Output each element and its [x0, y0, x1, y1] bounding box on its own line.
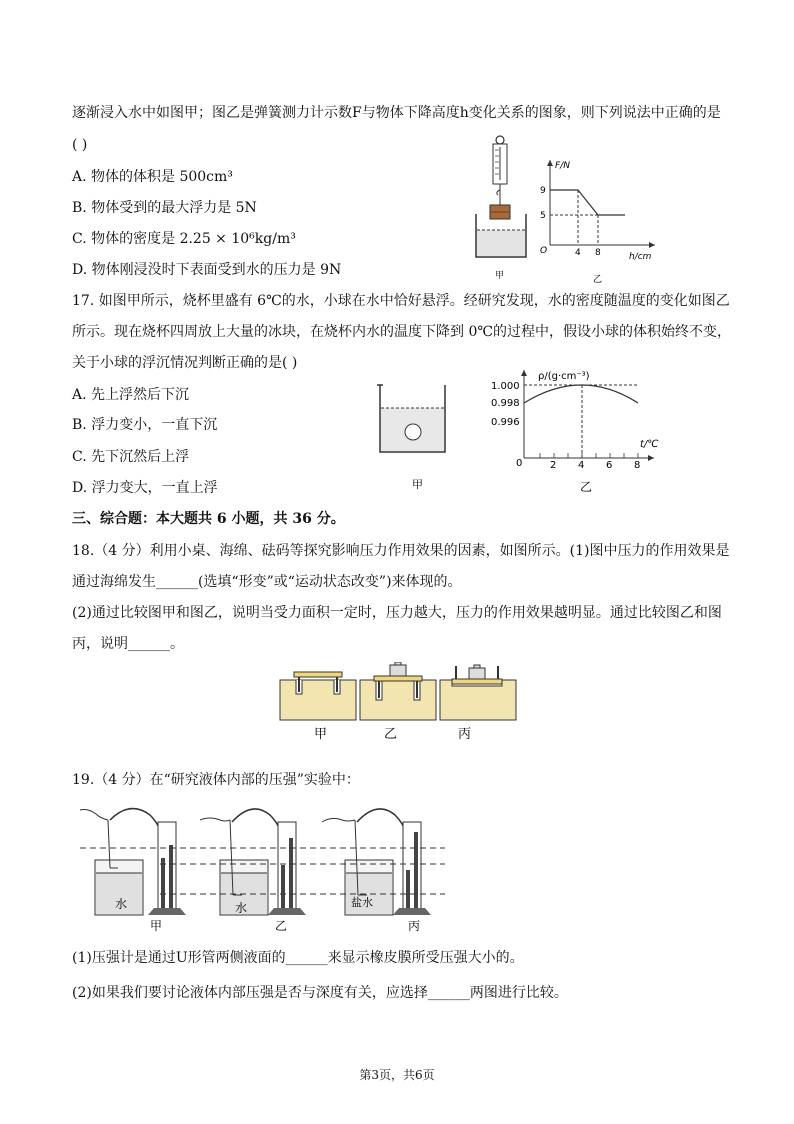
q16-option-d: D. 物体刚浸没时下表面受到水的压力是 9N [72, 262, 342, 278]
q19-pressure-figure [70, 800, 450, 940]
q17-line1: 17. 如图甲所示，烧杯里盛有 6℃的水，小球在水中恰好悬浮。经研究发现，水的密度随温度的变化如图乙 [72, 293, 730, 309]
q16-f-h-curve [550, 190, 625, 215]
q17-ylabel: ρ/(g·cm⁻³) [538, 371, 590, 382]
q19-label-a: 甲 [150, 919, 163, 933]
q16-option-c: C. 物体的密度是 2.25 × 10⁶kg/m³ [72, 231, 296, 247]
q16-answer-paren: ( ) [72, 137, 88, 153]
q18-line2: 通过海绵发生______(选填“形变”或“运动状态改变”)来体现的。 [72, 574, 462, 590]
page-footer: 第3页，共6页 [359, 1068, 435, 1082]
q17-ytick-0996: 0.996 [491, 417, 520, 428]
q17-option-c: C. 先下沉然后上浮 [72, 449, 190, 465]
q17-xtick-8: 8 [634, 460, 641, 471]
q19-sub2: (2)如果我们要讨论液体内部压强是否与深度有关，应选择______两图进行比较。 [72, 985, 568, 1001]
q17-ytick-0998: 0.998 [491, 398, 520, 409]
q17-option-a: A. 先上浮然后下沉 [72, 387, 190, 403]
q16-ytick-9: 9 [540, 186, 546, 196]
q18-label-a: 甲 [314, 727, 328, 742]
q18-line4: 丙，说明______。 [72, 636, 184, 652]
q17-xlabel: t/℃ [640, 439, 659, 450]
q19-liquid-c: 盐水 [351, 896, 373, 909]
q17-ytick-1000: 1.000 [491, 381, 520, 392]
q19-liquid-a: 水 [115, 897, 128, 911]
q18-label-c: 丙 [458, 727, 472, 742]
q16-xlabel: h/cm [629, 252, 652, 262]
q18-line1: 18.（4 分）利用小桌、海绵、砝码等探究影响压力作用效果的因素，如图所示。(1)图中压力的作用效果是 [72, 543, 730, 559]
q16-fig-a-label: 甲 [495, 271, 505, 281]
q18-line3: (2)通过比较图甲和图乙，说明当受力面积一定时，压力越大，压力的作用效果越明显。通过比较图乙和图 [72, 605, 722, 621]
section-heading: 三、综合题：本大题共 6 小题，共 36 分。 [72, 511, 345, 527]
q19-liquid-b: 水 [235, 901, 248, 915]
q19-label-c: 丙 [408, 919, 421, 933]
q17-xtick-6: 6 [606, 460, 613, 471]
q17-fig-b-label: 乙 [580, 480, 593, 494]
q17-ball-icon [405, 424, 421, 440]
q16-figure-spring-scale [470, 132, 548, 282]
q17-density-curve [524, 385, 638, 403]
q17-beaker-figure [375, 380, 455, 495]
q16-fig-b-label: 乙 [593, 275, 603, 285]
q17-origin: 0 [516, 458, 523, 469]
q16-ylabel: F/N [555, 161, 570, 171]
q16-f-h-graph [535, 155, 660, 285]
q19-label-b: 乙 [275, 919, 288, 933]
q18-sponge-figure [278, 662, 520, 744]
q16-xtick-8: 8 [595, 248, 601, 258]
q17-xtick-2: 2 [550, 460, 557, 471]
q17-option-b: B. 浮力变小，一直下沉 [72, 417, 218, 433]
q17-line2: 所示。现在烧杯四周放上大量的冰块，在烧杯内水的温度下降到 0℃的过程中，假设小球的体积始终不变， [72, 324, 732, 340]
q18-label-b: 乙 [384, 727, 398, 742]
q16-option-b: B. 物体受到的最大浮力是 5N [72, 200, 257, 216]
q19-sub1: (1)压强计是通过U形管两侧液面的______来显示橡皮膜所受压强大小的。 [72, 950, 524, 966]
q16-xtick-4: 4 [575, 248, 581, 258]
q17-fig-a-label: 甲 [412, 478, 423, 491]
q17-xtick-4: 4 [578, 460, 585, 471]
q16-origin: O [540, 246, 548, 256]
q19-line1: 19.（4 分）在“研究液体内部的压强”实验中： [72, 772, 360, 788]
q16-ytick-5: 5 [540, 211, 546, 221]
q16-stem: 逐渐浸入水中如图甲；图乙是弹簧测力计示数F与物体下降高度h变化关系的图象，则下列说法中正确的是 [72, 105, 721, 121]
q17-density-graph [482, 365, 662, 497]
q16-option-a: A. 物体的体积是 500cm³ [72, 169, 233, 185]
q17-option-d: D. 浮力变大，一直上浮 [72, 480, 218, 496]
weight-icon [390, 665, 406, 676]
q17-line3: 关于小球的浮沉情况判断正确的是( ) [72, 355, 298, 371]
